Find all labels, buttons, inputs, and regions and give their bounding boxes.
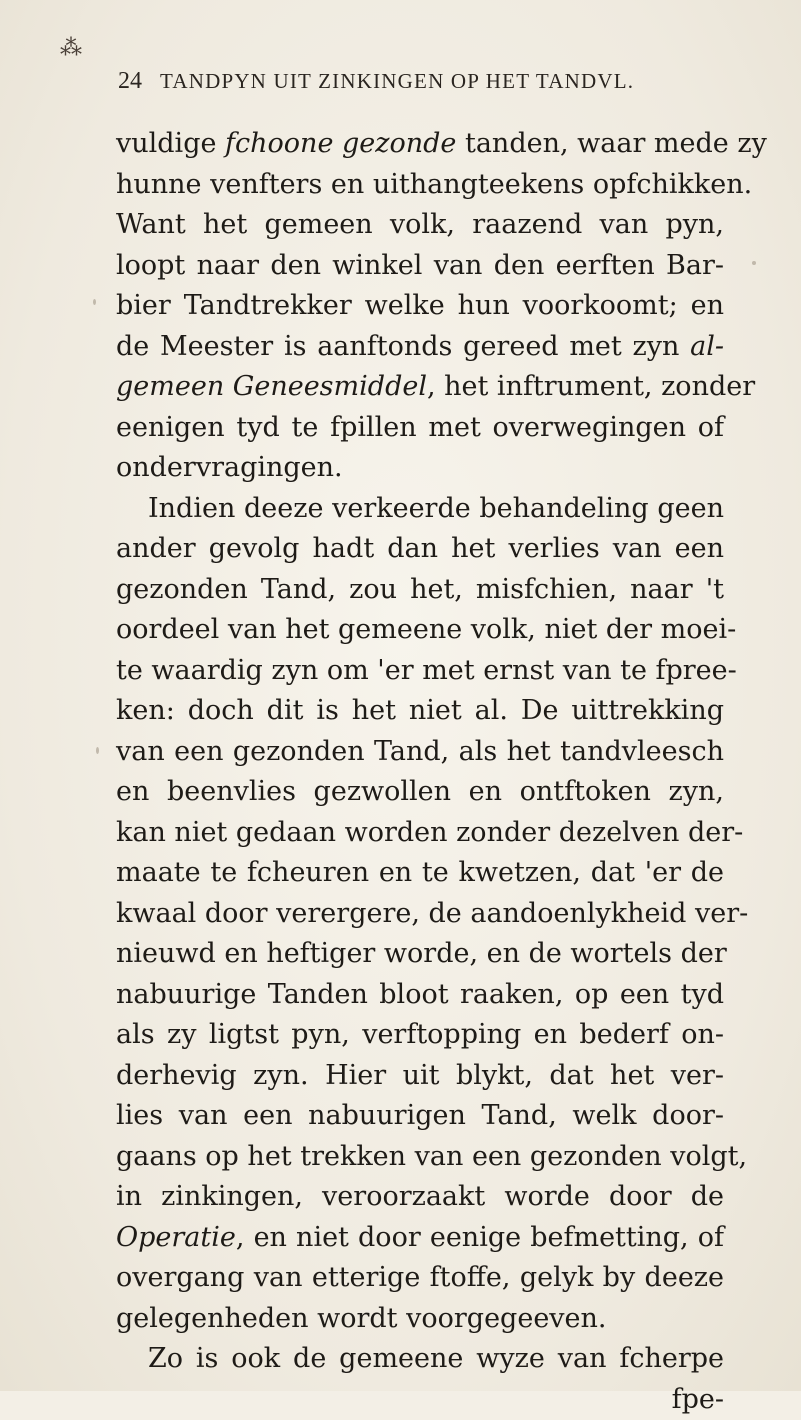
text-segment: lies van een nabuurigen Tand, welk door- bbox=[116, 1100, 724, 1131]
text-segment: ken: doch dit is het niet al. De uittrekking bbox=[116, 695, 724, 726]
text-segment: de Meester is aanftonds gereed met zyn bbox=[116, 331, 690, 362]
text-line bbox=[116, 1177, 724, 1218]
text-segment: gaans op het trekken van een gezonden volgt, bbox=[116, 1141, 747, 1172]
text-segment: gelegenheden wordt voorgegeeven. bbox=[116, 1303, 607, 1334]
text-line bbox=[116, 934, 724, 975]
paper-spot bbox=[752, 261, 756, 265]
text-segment: , en niet door eenige befmetting, of bbox=[236, 1222, 724, 1253]
paper-spot bbox=[96, 747, 99, 754]
text-line bbox=[116, 1218, 724, 1259]
text-line bbox=[116, 894, 724, 935]
text-segment: Want het gemeen volk, raazend van pyn, bbox=[116, 209, 724, 240]
text-line bbox=[116, 246, 724, 287]
text-line bbox=[116, 408, 724, 449]
text-line bbox=[116, 367, 724, 408]
text-line bbox=[116, 529, 724, 570]
text-segment: tanden, waar mede zy bbox=[456, 128, 766, 159]
text-line bbox=[116, 1137, 724, 1178]
text-line bbox=[116, 975, 724, 1016]
text-segment: maate te fcheuren en te kwetzen, dat 'er de bbox=[116, 857, 724, 888]
italic-segment: al- bbox=[690, 331, 724, 362]
text-segment: kwaal door verergere, de aandoenlykheid ver- bbox=[116, 898, 748, 929]
text-segment: eenigen tyd te fpillen met overwegingen of bbox=[116, 412, 724, 443]
text-segment: overgang van etterige ftoffe, gelyk by deeze bbox=[116, 1262, 724, 1293]
running-header bbox=[118, 68, 718, 95]
italic-segment: Operatie bbox=[116, 1222, 236, 1253]
paper-spot bbox=[93, 299, 96, 305]
text-line bbox=[116, 772, 724, 813]
text-line bbox=[116, 1339, 724, 1380]
text-line bbox=[116, 489, 724, 530]
text-line bbox=[116, 1258, 724, 1299]
text-line bbox=[116, 1096, 724, 1137]
text-line bbox=[116, 813, 724, 854]
text-segment: als zy ligtst pyn, verftopping en bederf on- bbox=[116, 1019, 724, 1050]
text-line bbox=[116, 286, 724, 327]
text-segment: Zo is ook de gemeene wyze van fcherpe bbox=[148, 1343, 724, 1374]
page-number: 24 bbox=[118, 68, 142, 95]
text-segment: bier Tandtrekker welke hun voorkoomt; en bbox=[116, 290, 724, 321]
italic-segment: gemeen Geneesmiddel bbox=[116, 371, 427, 402]
text-segment: vuldige bbox=[116, 128, 225, 159]
text-line bbox=[116, 853, 724, 894]
body-text bbox=[116, 124, 724, 1420]
text-segment: van een gezonden Tand, als het tandvleesch bbox=[116, 736, 724, 767]
text-line bbox=[116, 610, 724, 651]
text-segment: ondervragingen. bbox=[116, 452, 343, 483]
text-line bbox=[116, 124, 724, 165]
text-line bbox=[116, 1015, 724, 1056]
italic-segment: fchoone gezonde bbox=[225, 128, 456, 159]
printer-ornament: ⁂ bbox=[60, 36, 82, 61]
text-segment: gezonden Tand, zou het, misfchien, naar 't bbox=[116, 574, 724, 605]
text-segment: Indien deeze verkeerde behandeling geen bbox=[148, 493, 724, 524]
text-line bbox=[116, 327, 724, 368]
text-segment: ander gevolg hadt dan het verlies van een bbox=[116, 533, 724, 564]
text-segment: nieuwd en heftiger worde, en de wortels der bbox=[116, 938, 727, 969]
text-segment: derhevig zyn. Hier uit blykt, dat het ver- bbox=[116, 1060, 724, 1091]
text-line bbox=[116, 165, 724, 206]
text-segment: nabuurige Tanden bloot raaken, op een tyd bbox=[116, 979, 724, 1010]
text-line bbox=[116, 570, 724, 611]
text-segment: te waardig zyn om 'er met ernst van te fpree- bbox=[116, 655, 737, 686]
text-segment: kan niet gedaan worden zonder dezelven der- bbox=[116, 817, 743, 848]
text-line bbox=[116, 732, 724, 773]
text-line bbox=[116, 691, 724, 732]
text-segment: hunne venfters en uithangteekens opfchikken. bbox=[116, 169, 752, 200]
text-segment: in zinkingen, veroorzaakt worde door de bbox=[116, 1181, 724, 1212]
text-line bbox=[116, 651, 724, 692]
text-line bbox=[116, 448, 724, 489]
text-segment: loopt naar den winkel van den eerften Bar- bbox=[116, 250, 724, 281]
text-line bbox=[116, 205, 724, 246]
text-segment: fpe- bbox=[672, 1384, 724, 1415]
text-segment: oordeel van het gemeene volk, niet der moei- bbox=[116, 614, 736, 645]
text-line bbox=[116, 1299, 724, 1340]
text-line bbox=[116, 1380, 724, 1420]
text-segment: , het inftrument, zonder bbox=[427, 371, 755, 402]
running-title: TANDPYN UIT ZINKINGEN OP HET TANDVL. bbox=[160, 69, 634, 94]
text-line bbox=[116, 1056, 724, 1097]
text-segment: en beenvlies gezwollen en ontftoken zyn, bbox=[116, 776, 724, 807]
